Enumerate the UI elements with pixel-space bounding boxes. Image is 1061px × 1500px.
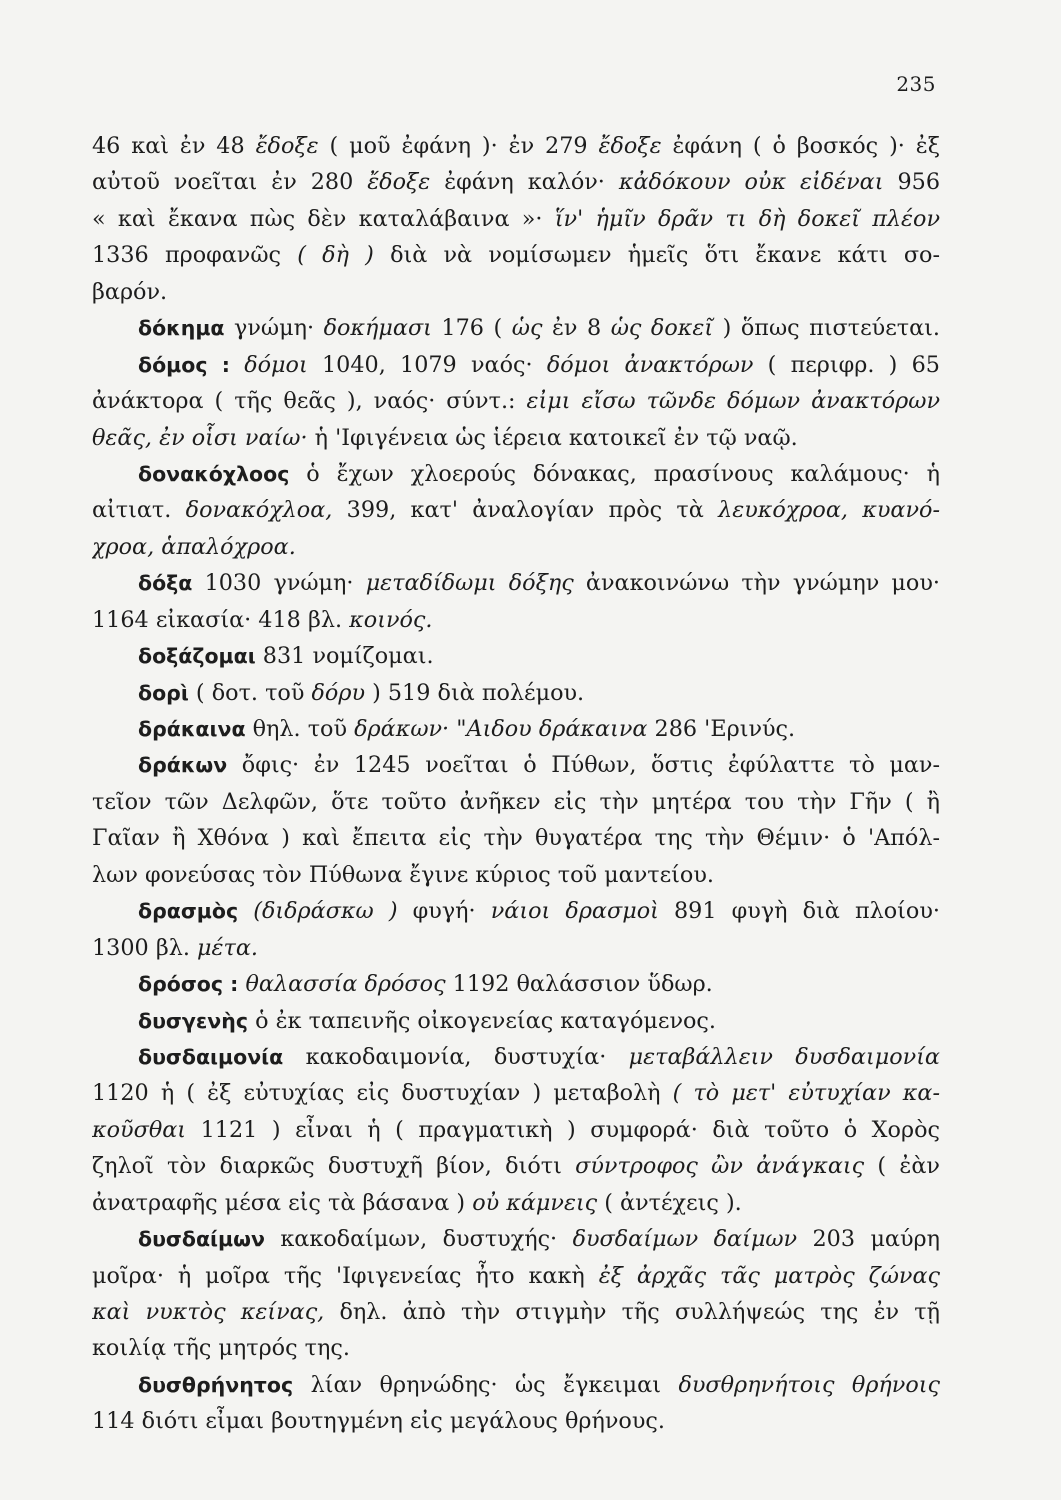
entry-first-line [92,456,940,492]
entry-first-line [92,1039,940,1075]
text-run: 1121 ) εἶναι ἡ ( πραγματικὴ ) συμφορά· διὰ τοῦτο ὁ Χορὸς [186,1116,940,1143]
italic-text: ( δὴ ) [297,242,374,269]
italic-text: μέτα. [197,934,258,961]
text-run: ( δοτ. τοῦ [188,679,312,706]
headword: δυσδαίμων [138,1227,265,1252]
text-line [92,930,940,966]
headword: δρασμὸς [138,899,239,924]
italic-text: δυσθρηνήτοις θρήνοις [678,1371,940,1398]
text-run: ὁ ἐκ ταπεινῆς οἰκογενείας καταγόμενος. [247,1007,717,1034]
text-run: λων φονεύσας τὸν Πύθωνα ἔγινε κύριος τοῦ μαντείου. [92,861,714,888]
text-line [92,1294,940,1330]
text-run: ζηλοῖ τὸν διαρκῶς δυστυχῆ βίον, διότι [92,1153,576,1180]
text-run: 1030 γνώμη· [192,570,366,597]
text-run: ἐν 8 [542,315,611,342]
text-line [92,383,940,419]
headword: δυσθρήνητος [138,1372,294,1397]
text-run: ἀνάκτορα ( τῆς θεᾶς ), ναός· σύντ.: [92,388,527,415]
text-run: 956 [883,169,940,196]
text-run: 399, κατ' ἀναλογίαν πρὸς τὰ [332,497,719,524]
italic-text: μεταδίδωμι δόξης [365,570,574,597]
text-run: 1120 ἡ ( ἐξ εὐτυχίας εἰς δυστυχίαν ) μεταβολὴ [92,1080,673,1107]
entry-first-line [92,347,940,383]
text-run: 1300 βλ. [92,934,198,961]
text-run: διὰ νὰ νομίσωμεν ἡμεῖς ὅτι ἔκανε κάτι σο- [373,242,940,269]
headword: δόκημα [138,316,225,341]
entry-first-line [92,893,940,929]
italic-text: σύντροφος ὢν ἀνάγκαις [575,1153,865,1180]
italic-text: κοινός. [349,606,433,633]
text-line [92,1185,940,1221]
headword: δονακόχλοος [138,461,290,486]
text-run: δηλ. ἀπὸ τὴν στιγμὴν τῆς συλλήψεώς της ἐν τῇ [324,1299,940,1325]
text-line [92,857,940,893]
text-line [92,1112,940,1148]
page-number: 235 [896,72,936,96]
headword: δράκαινα [138,717,246,741]
text-line [92,1330,940,1366]
entry-first-line [92,675,940,711]
text-run: 1164 εἰκασία· 418 βλ. [92,606,350,633]
italic-text: δόμοι [244,351,308,378]
text-run: αὐτοῦ νοεῖται ἐν 280 [92,169,368,196]
text-line [92,492,940,528]
headword: δόμος : [138,352,230,377]
text-line [92,128,940,164]
text-run: 1336 προφανῶς [92,242,298,269]
italic-text: θεᾶς, ἐν οἷσι ναίω· [92,424,308,451]
text-run: ἐφάνη ( ὁ βοσκός )· ἐξ [661,133,940,159]
text-run: 46 καὶ ἐν 48 [92,133,256,159]
entry-first-line [92,310,940,346]
text-run: 1040, 1079 ναός· [307,351,547,378]
italic-text: εἰμι εἴσω τῶνδε δόμων ἀνακτόρων [526,388,940,415]
text-run: βαρόν. [92,278,168,305]
italic-text: λευκόχροα, κυανό- [718,497,940,524]
text-run: 1192 θαλάσσιον ὕδωρ. [445,971,713,998]
italic-text: δράκων· "Αιδου δράκαινα [354,716,648,742]
italic-text: μεταβάλλειν δυσδαιμονία [628,1043,940,1070]
text-line [92,784,940,820]
headword: δράκων [138,753,228,778]
italic-text: ἵν' ἡμῖν δρᾶν τι δὴ δοκεῖ πλέον [554,205,940,232]
italic-text: χροα, ἁπαλόχροα. [92,533,296,560]
headword: δυσγενὴς [138,1008,248,1033]
italic-text: καὶ νυκτὸς κείνας, [92,1299,325,1325]
text-line [92,529,940,565]
text-run: ) ὅπως πιστεύεται. [713,315,940,342]
text-run: ὁ ἔχων χλοερούς δόνακας, πρασίνους καλάμους· ἡ [289,460,940,487]
text-line [92,420,940,456]
text-line [92,602,940,638]
text-run: 831 νομίζομαι. [255,643,434,670]
text-line [92,820,940,856]
entry-first-line [92,711,940,747]
italic-text: ὡς δοκεῖ [610,315,714,342]
italic-text: κἀδόκουν οὐκ εἰδέναι [618,169,884,196]
italic-text: ἔδοξε [367,169,431,196]
text-run: ὄφις· ἐν 1245 νοεῖται ὁ Πύθων, ὅστις ἐφύλαττε τὸ μαν- [227,752,940,779]
text-run: 114 διότι εἶμαι βουτηγμένη εἰς μεγάλους θρήνους. [92,1408,665,1435]
entry-first-line [92,565,940,601]
text-line [92,274,940,310]
text-run: ( ἐὰν [864,1153,940,1180]
text-run: κακοδαίμων, δυστυχής· [264,1226,573,1253]
text-line [92,1148,940,1184]
text-run: κοιλίᾳ τῆς μητρός της. [92,1335,350,1362]
text-run: « καὶ ἔκανα πὼς δὲν καταλάβαινα »· [92,205,555,232]
text-run [238,898,253,924]
text-line [92,164,940,200]
text-run: 891 φυγὴ διὰ πλοίου· [658,898,940,925]
italic-text: θαλασσία δρόσος [245,971,446,998]
text-run: ) 519 διὰ πολέμου. [365,679,585,706]
text-run: αἰτιατ. [92,497,186,524]
italic-text: δόμοι ἀνακτόρων [546,351,754,378]
text-run: ἡ 'Ιφιγένεια ὡς ἱέρεια κατοικεῖ ἐν τῷ ναῷ. [307,424,798,451]
entry-first-line [92,1003,940,1039]
italic-text: ἐξ ἀρχᾶς τᾶς ματρὸς ζώνας [598,1262,940,1289]
text-run: 176 ( [431,315,512,342]
italic-text: (διδράσκω ) [253,898,398,925]
entry-first-line [92,1221,940,1257]
italic-text: ἔδοξε [598,133,662,159]
headword: δόξα [138,571,193,596]
headword: δυσδαιμονία [138,1044,284,1069]
text-run: 286 'Ερινύς. [647,716,796,742]
text-run: φυγή· [397,898,491,925]
italic-text: οὐ κάμνεις [472,1189,598,1216]
glossary-text [92,128,940,1440]
italic-text: κοῦσθαι [92,1116,187,1143]
text-run: ἐφάνη καλόν· [430,169,619,196]
entry-first-line [92,747,940,783]
text-run: λίαν θρηνώδης· ὡς ἔγκειμαι [293,1371,679,1398]
entry-first-line [92,966,940,1002]
headword: δοξάζομαι [138,644,256,669]
headword: δορὶ [138,680,189,705]
entry-first-line [92,1367,940,1403]
italic-text: ὡς [511,315,543,342]
text-run: θηλ. τοῦ [245,716,355,742]
text-run: ( περιφρ. ) 65 [753,351,940,378]
text-line [92,1075,940,1111]
text-run: κακοδαιμονία, δυστυχία· [283,1043,629,1070]
text-line [92,1258,940,1294]
text-line [92,237,940,273]
text-run: μοῖρα· ἡ μοῖρα τῆς 'Ιφιγενείας ἦτο κακὴ [92,1262,599,1289]
text-line [92,201,940,237]
text-run: ( μοῦ ἐφάνη )· ἐν 279 [318,133,599,159]
italic-text: ἔδοξε [255,133,319,159]
text-run: ἀνατραφῆς μέσα εἰς τὰ βάσανα ) [92,1189,473,1216]
entry-first-line [92,638,940,674]
italic-text: δοκήμασι [323,315,432,342]
italic-text: δυσδαίμων δαίμων [572,1226,798,1253]
headword: δρόσος : [138,972,239,997]
italic-text: δόρυ [311,679,365,706]
text-run: ( ἀντέχεις ). [597,1189,742,1216]
text-run: γνώμη· [224,315,324,342]
italic-text: νάιοι δρασμοὶ [490,898,659,925]
text-run: 203 μαύρη [797,1226,940,1253]
text-run: ἀνακοινώνω τὴν γνώμην μου· [573,570,940,597]
text-line [92,1403,940,1439]
text-run: τεῖον τῶν Δελφῶν, ὅτε τοῦτο ἀνῆκεν εἰς τὴν μητέρα του τὴν Γῆν ( ἢ [92,788,940,815]
italic-text: ( τὸ μετ' εὐτυχίαν κα- [672,1080,940,1107]
italic-text: δονακόχλοα, [185,497,333,524]
text-run [230,352,244,378]
text-run: Γαῖαν ἢ Χθόνα ) καὶ ἔπειτα εἰς τὴν θυγατέρα της τὴν Θέμιν· ὁ 'Απόλ- [92,825,940,852]
